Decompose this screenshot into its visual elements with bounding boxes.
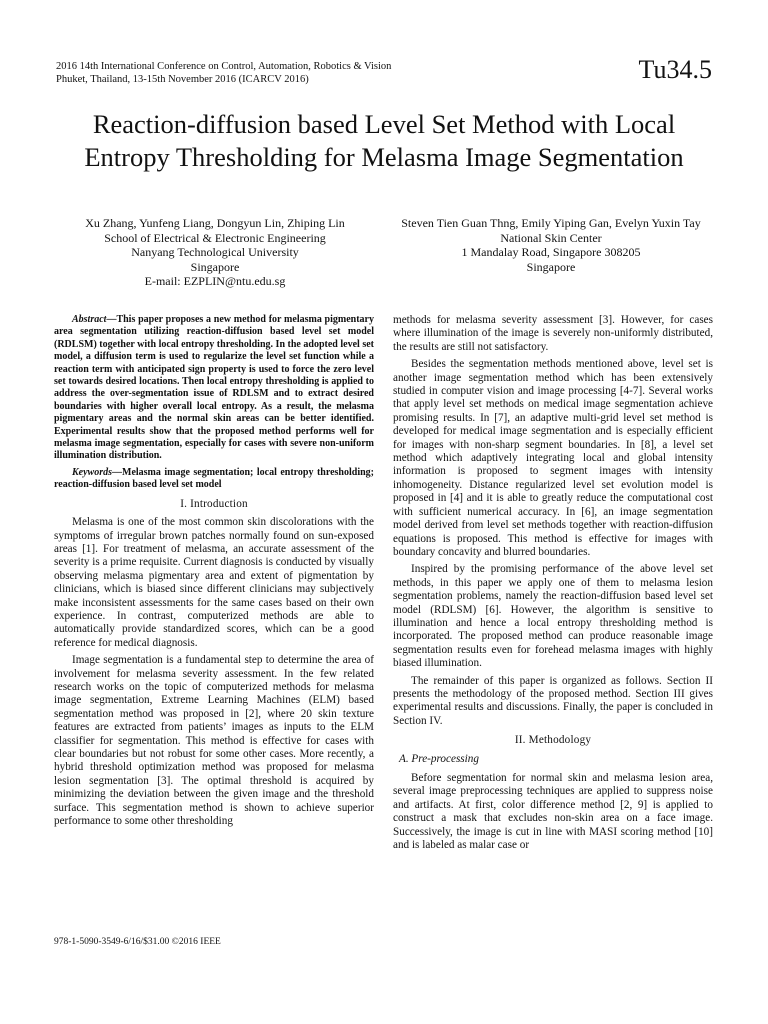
subsection-heading-preprocessing: A. Pre-processing bbox=[399, 752, 479, 765]
author-country-left: Singapore bbox=[190, 259, 240, 274]
conference-line-2: Phuket, Thailand, 13-15th November 2016 (ICARCV 2016) bbox=[56, 74, 309, 85]
intro-continuation: methods for melasma severity assessment [3]. However, for cases where illumination of the image is severely non-uniformly distributed, the results are still not satisfactory. bbox=[393, 314, 713, 353]
keywords-label: Keywords bbox=[72, 466, 112, 478]
abstract-text: This paper proposes a new method for melasma pigmentary area segmentation utilizing reaction-diffusion based level set model (RDLSM) together with local entropy thresholding. In the adopted level set model, a diffusion term is used to regularize the level set function while a reaction term with anticipated sign property is used to force the zero level set towards desired locations. Then local entropy thresholding is applied to address the over-segmentation issue of RDLSM and to extract desired boundaries with higher overall local entropy. As a result, the melasma pigmentary areas and the normal skin areas can be better identified. Experimental results show that the proposed method performs well for melasma image segmentation, especially for cases with severe non-uniform illumination distribution. bbox=[54, 314, 374, 462]
abstract bbox=[54, 314, 374, 463]
intro-paragraph-3: Besides the segmentation methods mentioned above, level set is another image segmentation method which has been extensively studied in computer vision and image processing [4-7]. Several works that apply level set methods on medical image segmentation achieve promising results. In [7], an adaptive multi-grid level set method is developed for medical image segmentation and is especially efficient for images with non-sharp segment boundaries. In [8], a level set method which adaptively integrating local and global intensity information is proposed to segment images with intensity inhomogeneity. Distance regularized level set evolution model is proposed in [4] and it is able to greatly reduce the computational cost with sufficient numerical accuracy. In [6], an image segmentation model derived from level set methods together with reaction-diffusion equations is proposed. This method is effective for images with boundary concavity and blurred boundaries. bbox=[393, 358, 713, 558]
section-heading-methodology: II. Methodology bbox=[514, 734, 592, 747]
author-block-right bbox=[386, 216, 716, 274]
author-block-left bbox=[60, 216, 370, 289]
author-university: Nanyang Technological University bbox=[131, 245, 299, 259]
abstract-dash: — bbox=[106, 314, 117, 325]
conference-line-1: 2016 14th International Conference on Control, Automation, Robotics & Vision bbox=[56, 61, 392, 72]
session-code: Tu34.5 bbox=[638, 55, 712, 84]
copyright-footer: 978-1-5090-3549-6/16/$31.00 ©2016 IEEE bbox=[54, 937, 221, 947]
right-column bbox=[393, 314, 713, 856]
conference-header bbox=[56, 60, 456, 86]
author-names-left: Xu Zhang, Yunfeng Liang, Dongyun Lin, Zhiping Lin bbox=[85, 216, 345, 230]
author-email: E-mail: EZPLIN@ntu.edu.sg bbox=[144, 274, 286, 288]
intro-paragraph-4: Inspired by the promising performance of the above level set methods, in this paper we apply one of them to melasma lesion segmentation problems, namely the reaction-diffusion based level set model (RDLSM) [6]. However, the algorithm is sensitive to illumination and hence a local entropy thresholding method is incorporated. The proposed method can produce reasonable image segmentation results even for forehead melasma images with highly biased illumination. bbox=[393, 563, 713, 670]
keywords bbox=[54, 467, 374, 492]
author-org: National Skin Center bbox=[500, 230, 602, 245]
abstract-label: Abstract bbox=[72, 314, 107, 325]
author-names-right: Steven Tien Guan Thng, Emily Yiping Gan, Evelyn Yuxin Tay bbox=[401, 216, 701, 230]
left-column bbox=[54, 314, 374, 832]
author-address: 1 Mandalay Road, Singapore 308205 bbox=[461, 245, 641, 259]
intro-paragraph-1: Melasma is one of the most common skin discolorations with the symptoms of irregular brown patches normally found on sun-exposed areas [1]. For treatment of melasma, an accurate assessment of the severity is a prime requisite. Current diagnosis is conducted by visually observing melasma pigmentary area and extent of pigmentation by clinicians, which is biased since different clinicians may subjectively make inconsistent assessments for the same cases based on their own experience. In contrast, computerized methods are able to automatically provide standardized scores, which can be a good reference for medical diagnosis. bbox=[54, 516, 374, 649]
methodology-paragraph-1: Before segmentation for normal skin and melasma lesion area, several image preprocessing techniques are applied to suppress noise and artifacts. At first, color difference method [2, 9] is applied to construct a mask that excludes non-skin area on a face image. Successively, the image is cut in line with MASI scoring method [10] and is labeled as malar case or bbox=[393, 772, 713, 852]
intro-paragraph-2: Image segmentation is a fundamental step to determine the area of involvement for melasma severity assessment. In the few related research works on the topic of computerized methods for melasma image segmentation, Extreme Learning Machines (ELM) based segmentation method was proposed in [2], where 20 skin texture features are extracted from patients’ images as inputs to the ELM classifier for segmentation. This method is effective for cases with clear boundaries but not robust for some other cases. More recently, a hybrid threshold optimization method was proposed for melasma lesion segmentation [3]. The optimal threshold is acquired by minimizing the deviation between the given image and the threshold surface. This segmentation method is shown to achieve superior performance to some other thresholding bbox=[54, 654, 374, 828]
keywords-dash: — bbox=[112, 466, 122, 478]
intro-paragraph-5: The remainder of this paper is organized as follows. Section II presents the methodology of the proposed method. Section III gives experimental results and discussions. Finally, the paper is concluded in Section IV. bbox=[393, 674, 713, 727]
author-country-right: Singapore bbox=[526, 259, 576, 274]
author-dept: School of Electrical & Electronic Engineering bbox=[104, 230, 326, 245]
paper-title: Reaction-diffusion based Level Set Method with Local Entropy Thresholding for Melasma Image Segmentation bbox=[84, 109, 684, 172]
keywords-text: Melasma image segmentation; local entropy thresholding; reaction-diffusion based level set model bbox=[54, 466, 374, 491]
section-heading-introduction: I. Introduction bbox=[180, 497, 248, 510]
